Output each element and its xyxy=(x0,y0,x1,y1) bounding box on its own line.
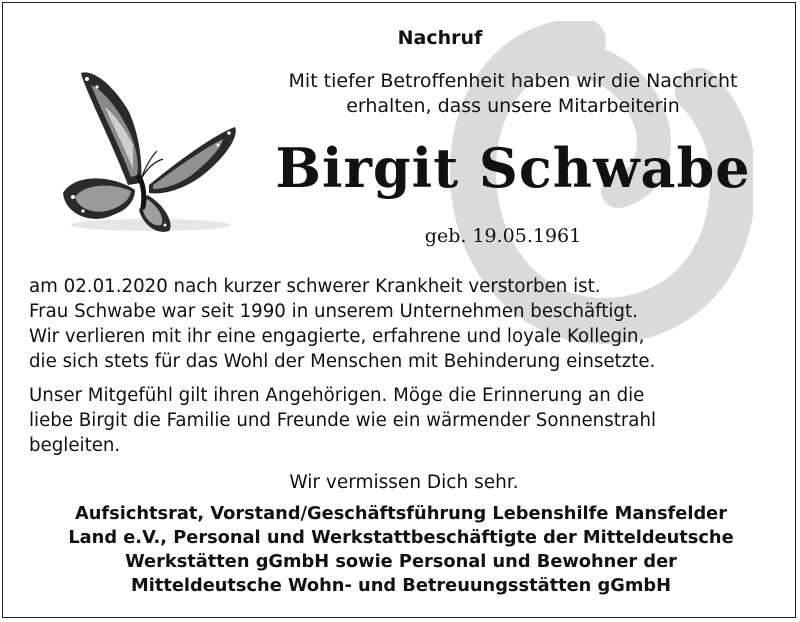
obituary-notice xyxy=(2,2,796,618)
deceased-name: Birgit Schwabe xyxy=(275,136,751,200)
intro-line: erhalten, dass unsere Mitarbeiterin xyxy=(346,95,680,117)
body-line: die sich stets für das Wohl der Menschen mit Behinderung einsetzte. xyxy=(29,351,656,372)
obituary-heading: Nachruf xyxy=(397,27,483,49)
signature-line: Land e.V., Personal und Werkstattbeschäftigte der Mitteldeutsche xyxy=(68,527,734,548)
body-line: Frau Schwabe war seit 1990 in unserem Unternehmen beschäftigt. xyxy=(29,301,638,322)
closing-line: Wir vermissen Dich sehr. xyxy=(289,472,519,493)
signature-block xyxy=(23,502,779,598)
signature-line: Werkstätten gGmbH sowie Personal und Bewohner der xyxy=(125,551,677,572)
butterfly-icon xyxy=(53,65,243,235)
obituary-body xyxy=(29,274,789,467)
body-line: Unser Mitgefühl gilt ihren Angehörigen. Möge die Erinnerung an die xyxy=(29,385,645,406)
birth-date: geb. 19.05.1961 xyxy=(424,225,582,247)
body-line: liebe Birgit die Familie und Freunde wie ein wärmender Sonnenstrahl xyxy=(29,410,657,431)
body-line: Wir verlieren mit ihr eine engagierte, erfahrene und loyale Kollegin, xyxy=(29,326,645,347)
signature-line: Mitteldeutsche Wohn- und Betreuungsstätten gGmbH xyxy=(131,575,671,596)
signature-line: Aufsichtsrat, Vorstand/Geschäftsführung Lebenshilfe Mansfelder xyxy=(74,503,728,524)
intro-line: Mit tiefer Betroffenheit haben wir die Nachricht xyxy=(288,70,738,92)
paragraph-tribute xyxy=(29,274,789,374)
intro-text xyxy=(233,69,793,119)
body-line: begleiten. xyxy=(29,435,121,456)
body-line: am 02.01.2020 nach kurzer schwerer Krankheit verstorben ist. xyxy=(29,276,601,297)
paragraph-sympathy xyxy=(29,383,789,458)
